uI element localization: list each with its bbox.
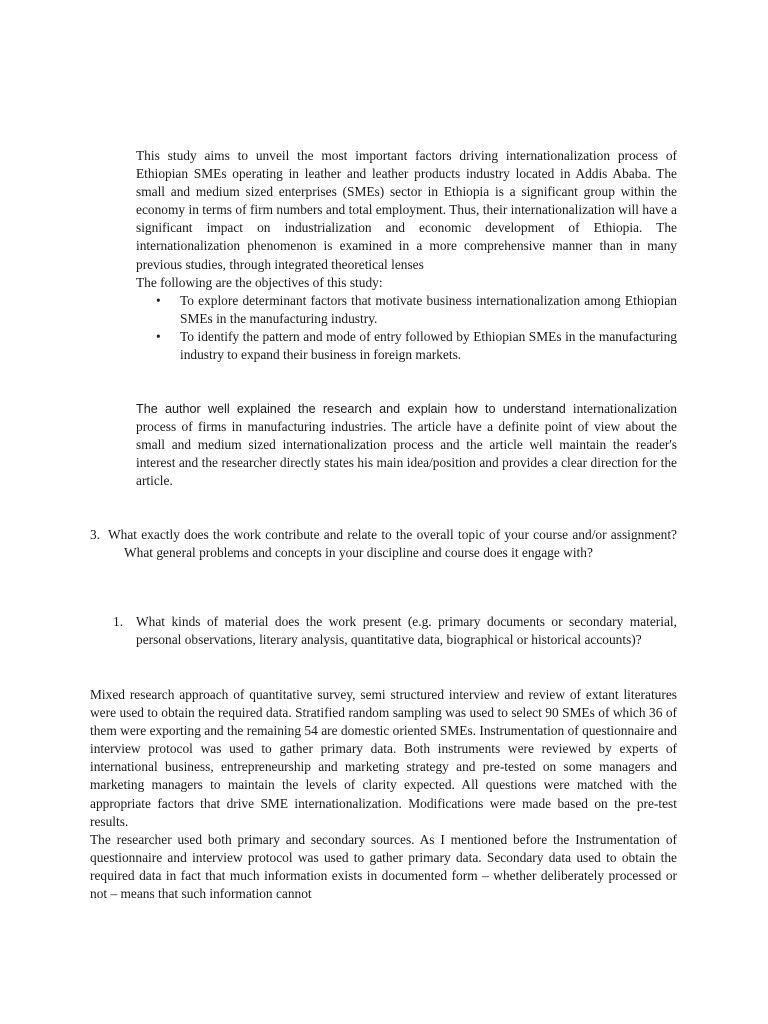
objective-text: To identify the pattern and mode of entry followed by Ethiopian SMEs in the manufacturing industry to expand their business in foreign markets.	[180, 328, 677, 363]
review-rest-text: internationalization process of firms in manufacturing industries. The article have a definite point of view about the small and medium sized internationalization process and the article well maintain the reader's interest and the researcher directly states his main idea/position and provides a clear direction for the article.	[136, 401, 677, 489]
objectives-list	[136, 292, 677, 364]
answer-section	[90, 686, 677, 903]
answer-paragraph-1: Mixed research approach of quantitative survey, semi structured interview and review of extant literatures were used to obtain the required data. Stratified random sampling was used to select 90 SMEs of which 36 of them were exporting and the remaining 54 are domestic oriented SMEs. Instrumentation of questionnaire and interview protocol was used to gather primary data. Both instruments were reviewed by experts of international business, entrepreneurship and marketing strategy and pre-tested on some managers and marketing managers to maintain the levels of clarity expected. All questions were matched with the appropriate factors that drive SME internationalization. Modifications were made based on the pre-test results.	[90, 687, 677, 829]
review-section	[136, 400, 677, 490]
question-3	[90, 526, 677, 562]
bullet-icon: •	[156, 292, 161, 308]
question-1	[113, 613, 677, 649]
study-summary-paragraph: This study aims to unveil the most important factors driving internationalization process of Ethiopian SMEs operating in leather and leather products industry located in Addis Ababa. The small and medium sized enterprises (SMEs) sector in Ethiopia is a significant group within the economy in terms of firm numbers and total employment. Thus, their internationalization will have a significant impact on industrialization and economic development of Ethiopia. The internationalization phenomenon is examined in a more comprehensive manner than in many previous studies, through integrated theoretical lenses	[136, 148, 677, 272]
question-number: 1.	[113, 614, 124, 629]
question-text: What exactly does the work contribute and relate to the overall topic of your course and/or assignment? What general problems and concepts in your discipline and course does it engage with?	[108, 527, 677, 561]
answer-paragraph-2: The researcher used both primary and secondary sources. As I mentioned before the Instrumentation of questionnaire and interview protocol was used to gather primary data. Secondary data used to obtain the required data in fact that much information exists in documented form – whether deliberately processed or not – means that such information cannot	[90, 831, 677, 902]
objective-item	[136, 292, 677, 328]
review-lead-text: The author well explained the research and explain how to understand	[136, 402, 566, 416]
bullet-icon: •	[156, 328, 161, 344]
objective-text: To explore determinant factors that motivate business internationalization among Ethiopian SMEs in the manufacturing industry.	[180, 292, 677, 326]
objective-item	[136, 328, 677, 364]
objectives-lead: The following are the objectives of this study:	[136, 274, 383, 290]
study-summary-section	[136, 147, 677, 364]
review-paragraph	[136, 400, 677, 490]
question-number: 3.	[90, 527, 101, 542]
question-text: What kinds of material does the work present (e.g. primary documents or secondary material, personal observations, literary analysis, quantitative data, biographical or historical accounts)?	[136, 614, 677, 648]
